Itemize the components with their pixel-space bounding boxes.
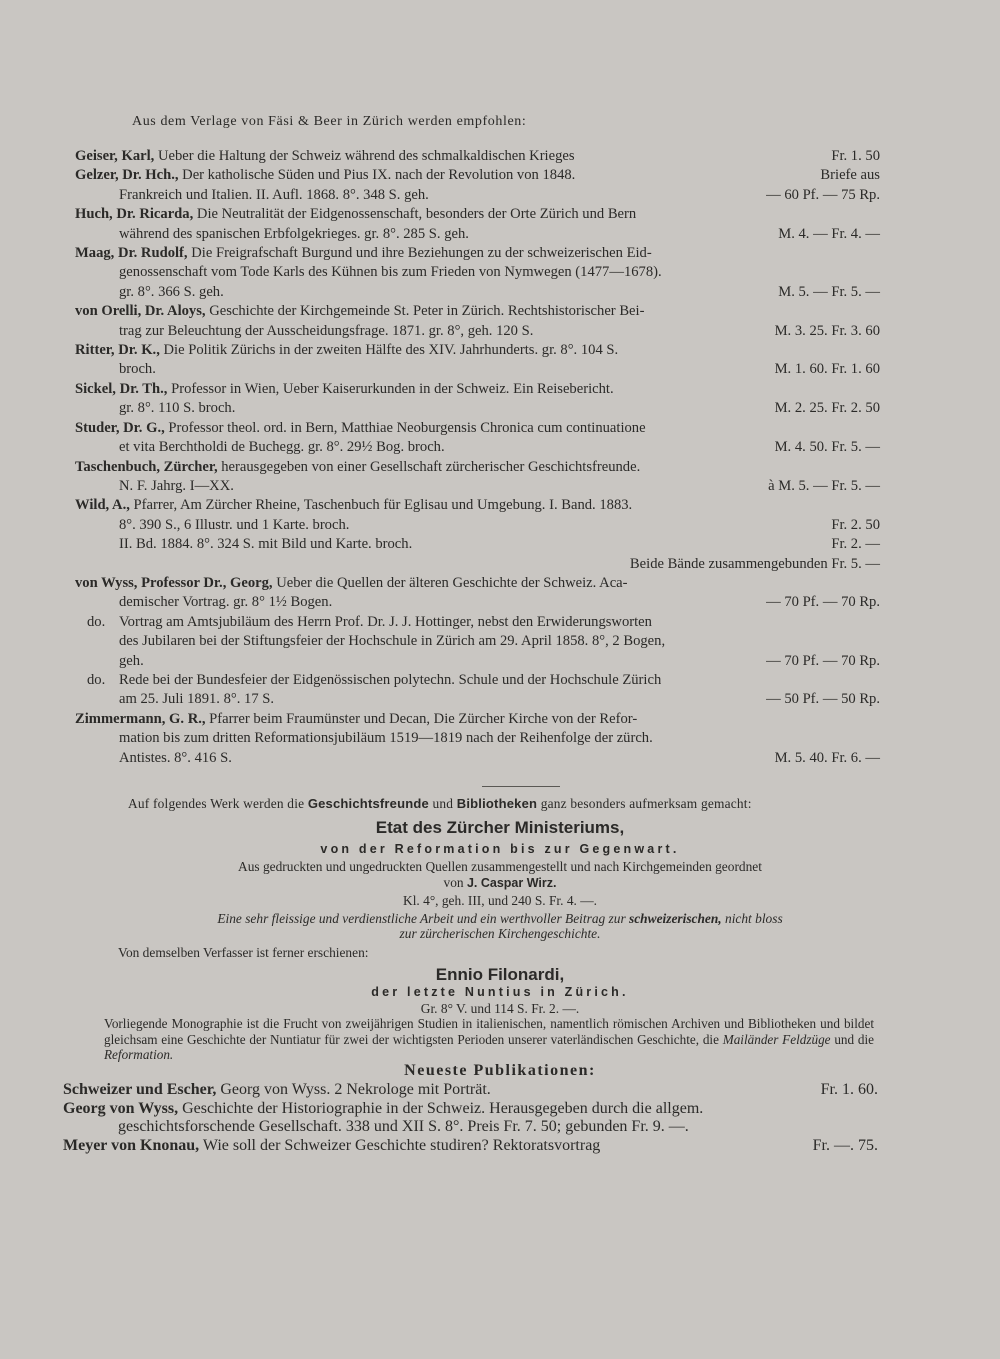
same-author-note: Von demselben Verfasser ist ferner erschienen: (118, 945, 369, 960)
book1-review-text-end: nicht bloss (721, 911, 783, 926)
catalog-line (75, 710, 880, 729)
catalog-line (75, 729, 880, 748)
catalog-line-text (119, 322, 533, 341)
book1-format: Kl. 4°, geh. III, und 240 S. Fr. 4. —. (403, 893, 597, 908)
catalog-entry (75, 458, 880, 497)
entry-text: Die Neutralität der Eidgenossenschaft, besonders der Orte Zürich und Bern (193, 206, 637, 223)
entry-text: mation bis zum dritten Reformationsjubiläum 1519—1819 nach der Reihenfolge der zürch. (119, 730, 653, 747)
entry-text: des Jubilaren bei der Stiftungsfeier der Hochschule in Zürich am 29. April 1858. 8°, 2 Bogen, (119, 633, 666, 650)
catalog-line (75, 302, 880, 321)
entry-text: Pfarrer, Am Zürcher Rheine, Taschenbuch für Eglisau und Umgebung. I. Band. 1883. (129, 497, 633, 514)
pub-entry (63, 1081, 878, 1100)
catalog-line-text (119, 652, 144, 671)
entry-text: Ueber die Haltung der Schweiz während des schmalkaldischen Krieges (154, 148, 575, 164)
author-name: Maag, Dr. Rudolf, (75, 245, 188, 262)
entry-text: Frankreich und Italien. II. Aufl. 1868. 8°. 348 S. geh. (119, 186, 429, 203)
catalog-line (75, 652, 880, 671)
catalog-line (75, 186, 880, 205)
price (868, 205, 880, 224)
catalog-line (75, 477, 880, 496)
book1-author: J. Caspar Wirz. (466, 876, 557, 890)
pub-line-text (118, 1118, 689, 1137)
price (868, 244, 880, 263)
price (868, 613, 880, 632)
catalog-line (75, 380, 880, 399)
book2-subtitle: der letzte Nuntius in Zürich. (371, 985, 629, 999)
price: Fr. 2. 50 (831, 516, 880, 533)
book1-review-line2: zur zürcherischen Kirchengeschichte. (399, 926, 601, 941)
author-name: von Wyss, Professor Dr., Georg, (75, 574, 273, 591)
entry-text: II. Bd. 1884. 8°. 324 S. mit Bild und Karte. broch. (119, 536, 413, 553)
price (866, 1118, 878, 1137)
ditto-label: do. (87, 613, 106, 630)
catalog-line-text (119, 593, 332, 612)
book2-para-italic1: Mailänder Feldzüge (722, 1031, 831, 1047)
price: Fr. —. 75. (812, 1136, 878, 1154)
catalog-line (75, 496, 880, 515)
catalog-line-text (75, 302, 644, 321)
catalog-entry (75, 147, 880, 166)
catalog-line-text (119, 438, 445, 457)
book2-para-mid: und die (830, 1031, 874, 1047)
price (868, 302, 880, 321)
price: M. 3. 25. Fr. 3. 60 (774, 322, 880, 339)
new-publications-heading: Neueste Publikationen: (404, 1062, 596, 1079)
catalog-line-text (75, 458, 640, 477)
catalog-line (75, 458, 880, 477)
pub-line (63, 1081, 878, 1100)
catalog-line (75, 535, 880, 554)
notice-text-mid: und (428, 796, 457, 811)
catalog-line (75, 690, 880, 709)
price: — 50 Pf. — 50 Rp. (766, 691, 880, 708)
author-name: Wild, A., (75, 497, 130, 514)
catalog-line-text (119, 632, 665, 651)
catalog-line-text (75, 574, 628, 593)
book1-author-line (60, 875, 940, 891)
price: M. 4. — Fr. 4. — (778, 225, 880, 242)
catalog-line-text (75, 496, 632, 515)
author-name: Taschenbuch, Zürcher, (75, 458, 218, 475)
author-name: Georg von Wyss, (63, 1099, 179, 1117)
pub-line (63, 1118, 878, 1137)
publisher-intro: Aus dem Verlage von Fäsi & Beer in Zürich werden empfohlen: (132, 114, 527, 129)
entry-text: genossenschaft vom Tode Karls des Kühnen bis zum Frieden von Nymwegen (1477—1678). (119, 264, 662, 281)
author-name: Sickel, Dr. Th., (75, 380, 168, 397)
pub-line-text (63, 1137, 600, 1156)
book2-para-italic2: Reformation. (104, 1047, 174, 1063)
pub-line (63, 1100, 878, 1119)
entry-text: Geschichte der Kirchgemeinde St. Peter in Zürich. Rechtshistorischer Bei- (205, 303, 645, 320)
notice-bold-geschichtsfreunde: Geschichtsfreunde (307, 796, 429, 811)
book1-subtitle: von der Reformation bis zur Gegenwart. (320, 842, 680, 856)
book1-title: Etat des Zürcher Ministeriums, (375, 818, 625, 837)
author-name: Zimmermann, G. R., (75, 710, 206, 727)
book1-review-bold: schweizerischen, (629, 911, 722, 926)
notice-text-pre: Auf folgendes Werk werden die (128, 796, 308, 811)
catalog-line-text (119, 535, 412, 554)
catalog-line-text (119, 729, 653, 748)
entry-text: gr. 8°. 366 S. geh. (119, 283, 224, 300)
catalog-line (75, 322, 880, 341)
catalog-line-text (75, 244, 652, 263)
pub-line-text (63, 1100, 703, 1119)
entry-text: Professor in Wien, Ueber Kaiserurkunden in der Schweiz. Ein Reisebericht. (167, 380, 614, 397)
catalog-line (75, 438, 880, 457)
price: — 60 Pf. — 75 Rp. (766, 186, 880, 203)
price: — 70 Pf. — 70 Rp. (766, 594, 880, 611)
catalog-entries (75, 147, 880, 768)
catalog-entry (75, 205, 880, 244)
catalog-line (75, 263, 880, 282)
entry-text: geh. (119, 652, 144, 669)
entry-text: gr. 8°. 110 S. broch. (119, 400, 236, 417)
catalog-line-text (119, 749, 232, 768)
catalog-line-text (119, 516, 349, 535)
entry-text: broch. (119, 361, 156, 378)
entry-text: Geschichte der Historiographie in der Schweiz. Herausgegeben durch die allgem. (178, 1099, 704, 1117)
catalog-line-text (119, 225, 469, 244)
catalog-line (75, 516, 880, 535)
price: Fr. 1. 50 (831, 148, 880, 164)
catalog-line-text (75, 147, 575, 166)
entry-text: Die Freigrafschaft Burgund und ihre Beziehungen zu der schweizerischen Eid- (187, 245, 652, 262)
catalog-line (75, 225, 880, 244)
book2-format: Gr. 8° V. und 114 S. Fr. 2. —. (420, 1001, 580, 1016)
price (868, 419, 880, 438)
catalog-line-text (75, 419, 646, 438)
ditto-label: do. (87, 671, 106, 688)
catalog-entry (75, 244, 880, 302)
catalog-line-text (75, 205, 636, 224)
catalog-line (75, 593, 880, 612)
price (866, 1100, 878, 1119)
catalog-line-text (75, 380, 614, 399)
author-name: Meyer von Knonau, (63, 1136, 200, 1154)
catalog-line (75, 555, 880, 574)
notice-bold-bibliotheken: Bibliotheken (456, 796, 538, 811)
catalog-line (75, 574, 880, 593)
author-name: Geiser, Karl, (75, 148, 155, 164)
catalog-entry (75, 419, 880, 458)
price (868, 729, 880, 748)
section-divider (482, 786, 560, 787)
price: M. 1. 60. Fr. 1. 60 (774, 361, 880, 378)
notice-line (128, 796, 752, 812)
author-name: von Orelli, Dr. Aloys, (75, 303, 206, 320)
entry-text: Ueber die Quellen der älteren Geschichte der Schweiz. Aca- (272, 574, 628, 591)
catalog-line (75, 283, 880, 302)
pub-entry (63, 1137, 878, 1156)
price: Beide Bände zusammengebunden Fr. 5. — (629, 555, 880, 572)
catalog-line-text (119, 399, 235, 418)
price (868, 710, 880, 729)
catalog-entry (75, 302, 880, 341)
entry-text: Wie soll der Schweizer Geschichte studiren? Rektoratsvortrag (199, 1136, 601, 1154)
catalog-line (75, 147, 880, 166)
price (868, 671, 880, 690)
price: M. 5. — Fr. 5. — (778, 283, 880, 300)
entry-text: Georg von Wyss. 2 Nekrologe mit Porträt. (216, 1081, 491, 1098)
price (868, 574, 880, 593)
notice-text-post: ganz besonders aufmerksam gemacht: (537, 796, 752, 811)
entry-text: 8°. 390 S., 6 Illustr. und 1 Karte. broch. (119, 516, 350, 533)
price: M. 4. 50. Fr. 5. — (774, 439, 880, 456)
catalog-line (75, 341, 880, 360)
pub-line (63, 1137, 878, 1156)
book2-para-text: Vorliegende Monographie ist die Frucht von zweijährigen Studien in italienischen, namentlich römischen Archiven und Bibliotheken und bildet gleichsam eine Geschichte der Nuntiatur für zwei der wichtigsten Perioden unserer vaterländischen Geschichte, die (104, 1016, 874, 1047)
entry-text: N. F. Jahrg. I—XX. (119, 477, 234, 494)
catalog-line-text (75, 613, 652, 632)
book1-description: Aus gedruckten und ungedruckten Quellen zusammengestellt und nach Kirchgemeinden geordnet (238, 859, 762, 874)
price: M. 2. 25. Fr. 2. 50 (774, 400, 880, 417)
entry-text: Antistes. 8°. 416 S. (119, 749, 232, 766)
entry-text: Vortrag am Amtsjubiläum des Herrn Prof. Dr. J. J. Hottinger, nebst den Erwiderungsworten (119, 613, 652, 630)
catalog-line-text (75, 671, 661, 690)
catalog-line (75, 166, 880, 185)
entry-text: herausgegeben von einer Gesellschaft zürcherischer Geschichtsfreunde. (217, 458, 641, 475)
price: M. 5. 40. Fr. 6. — (774, 749, 880, 766)
price (868, 632, 880, 651)
price: à M. 5. — Fr. 5. — (768, 477, 880, 494)
price (868, 263, 880, 282)
price (868, 496, 880, 515)
entry-text: et vita Berchtholdi de Buchegg. gr. 8°. 29½ Bog. broch. (119, 439, 445, 456)
price: Fr. 2. — (831, 536, 880, 553)
catalog-line (75, 749, 880, 768)
price: — 70 Pf. — 70 Rp. (766, 652, 880, 669)
catalog-entry (75, 496, 880, 574)
entry-text: Professor theol. ord. in Bern, Matthiae Neoburgensis Chronica cum continuatione (164, 419, 646, 436)
catalog-line (75, 419, 880, 438)
catalog-line (75, 360, 880, 379)
catalog-line-text (119, 477, 234, 496)
price: Briefe aus (820, 167, 880, 184)
catalog-line (75, 399, 880, 418)
catalog-line-text (75, 710, 637, 729)
entry-text: Pfarrer beim Fraumünster und Decan, Die Zürcher Kirche von der Refor- (205, 710, 638, 727)
entry-text: Die Politik Zürichs in der zweiten Hälfte des XIV. Jahrhunderts. gr. 8°. 104 S. (159, 342, 619, 359)
author-name: Schweizer und Escher, (63, 1081, 217, 1098)
entry-text: am 25. Juli 1891. 8°. 17 S. (119, 691, 275, 708)
entry-text: während des spanischen Erbfolgekrieges. gr. 8°. 285 S. geh. (119, 225, 469, 242)
catalog-entry (75, 380, 880, 419)
catalog-entry (75, 671, 880, 710)
book2-description-text (64, 1016, 874, 1063)
price (868, 380, 880, 399)
catalog-line-text (119, 263, 662, 282)
book1-review-text: Eine sehr fleissige und verdienstliche Arbeit und ein werthvoller Beitrag zur (217, 911, 630, 926)
catalog-line-text (75, 341, 618, 360)
catalog-line-text (119, 360, 156, 379)
book2-title: Ennio Filonardi, (435, 965, 565, 984)
catalog-line-text (119, 186, 429, 205)
catalog-line-text (119, 283, 224, 302)
catalog-line (75, 244, 880, 263)
entry-text: trag zur Beleuchtung der Ausscheidungsfrage. 1871. gr. 8°, geh. 120 S. (119, 322, 534, 339)
catalog-entry (75, 710, 880, 768)
book1-review-line1 (60, 911, 940, 927)
catalog-entry (75, 574, 880, 613)
price: Fr. 1. 60. (820, 1081, 878, 1098)
book2-description (64, 1016, 874, 1063)
new-publications-list (63, 1081, 878, 1155)
book1-author-prefix: von (443, 875, 467, 890)
catalog-line (75, 613, 880, 632)
catalog-line (75, 632, 880, 651)
catalog-entry (75, 341, 880, 380)
author-name: Huch, Dr. Ricarda, (75, 206, 194, 223)
pub-line-text (63, 1081, 491, 1100)
catalog-line (75, 671, 880, 690)
entry-text: Der katholische Süden und Pius IX. nach der Revolution von 1848. (178, 167, 576, 184)
catalog-entry (75, 613, 880, 671)
author-name: Ritter, Dr. K., (75, 342, 160, 359)
entry-text: demischer Vortrag. gr. 8° 1½ Bogen. (119, 594, 333, 611)
price (868, 341, 880, 360)
author-name: Gelzer, Dr. Hch., (75, 167, 179, 184)
catalog-line (75, 205, 880, 224)
price (868, 458, 880, 477)
entry-text: Rede bei der Bundesfeier der Eidgenössischen polytechn. Schule und der Hochschule Zürich (119, 671, 662, 688)
author-name: Studer, Dr. G., (75, 419, 165, 436)
catalog-line-text (119, 690, 274, 709)
pub-entry (63, 1100, 878, 1137)
entry-text: geschichtsforschende Gesellschaft. 338 und XII S. 8°. Preis Fr. 7. 50; gebunden Fr. 9. —. (118, 1118, 689, 1136)
catalog-line-text (75, 166, 575, 185)
catalog-entry (75, 166, 880, 205)
